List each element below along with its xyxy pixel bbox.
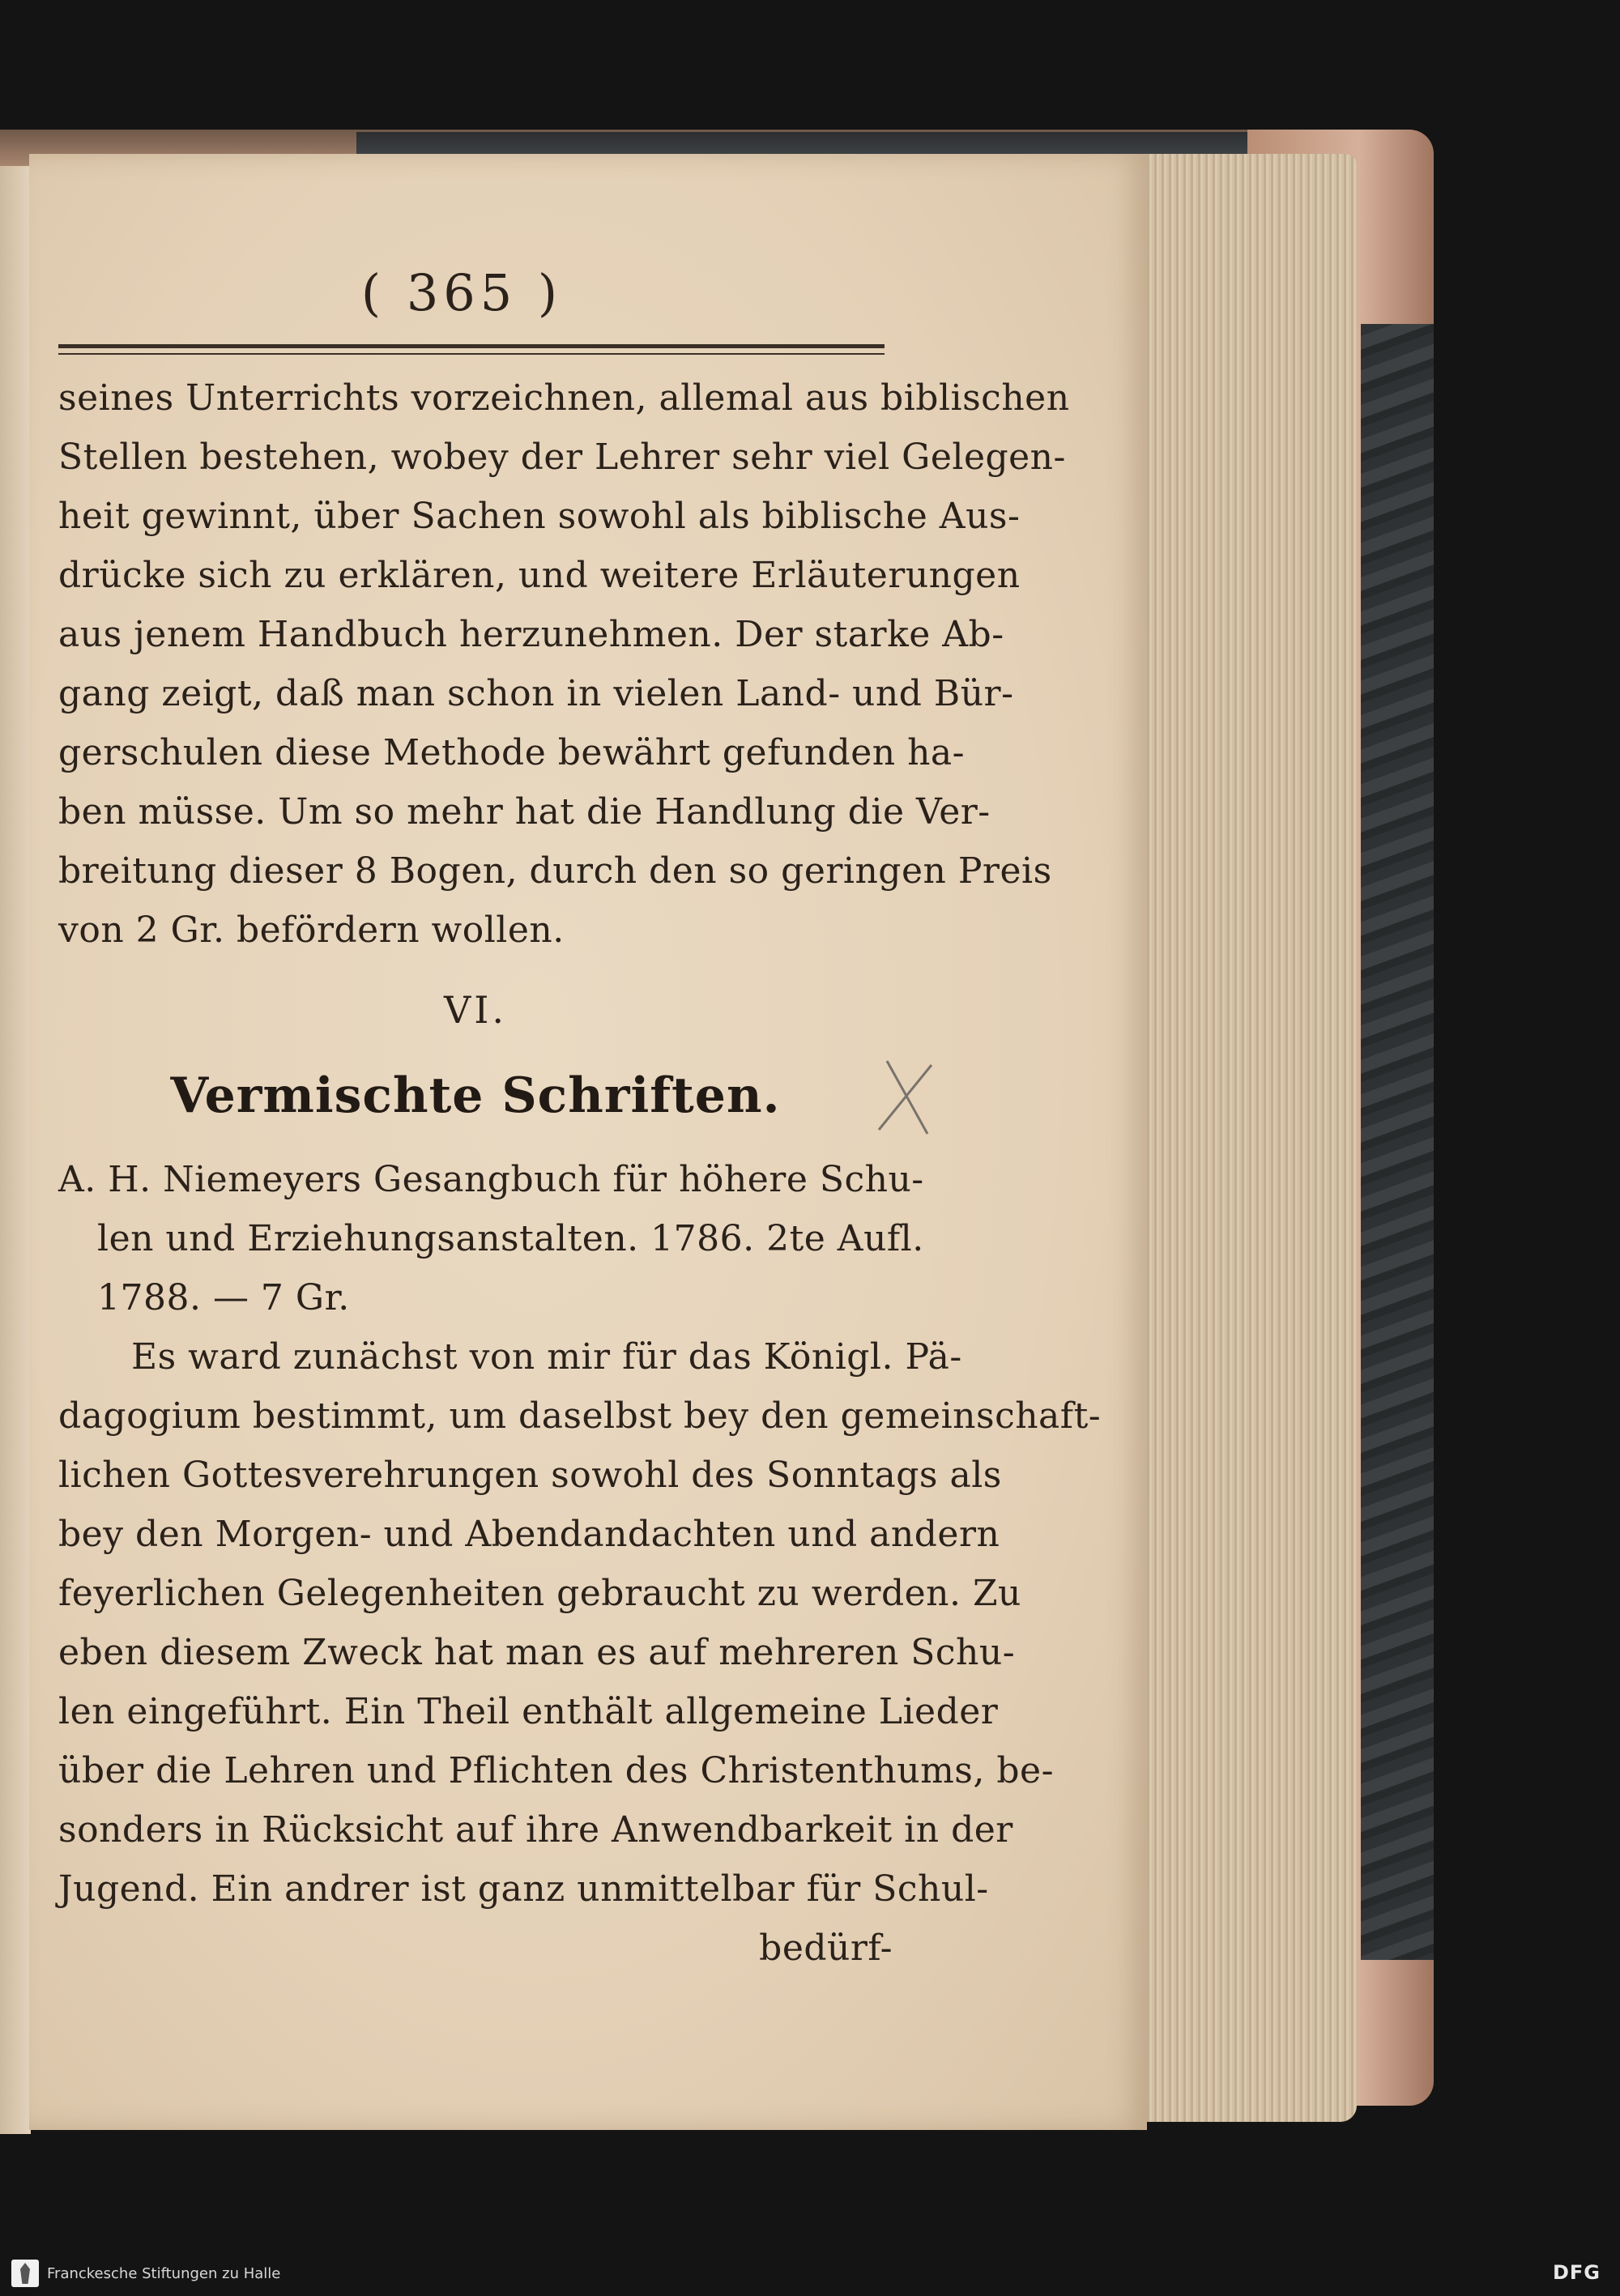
dfg-logo: DFG [1552, 2261, 1601, 2284]
text-line: lichen Gottesverehrungen sowohl des Sonntags als [58, 1455, 1002, 1496]
header-rule-thin [58, 353, 885, 355]
text-line: gang zeigt, daß man schon in vielen Land- und Bür- [58, 673, 1014, 714]
text-line: von 2 Gr. befördern wollen. [58, 909, 565, 951]
text-line: ben müsse. Um so mehr hat die Handlung die Ver- [58, 791, 991, 833]
text-line: Jugend. Ein andrer ist ganz unmittelbar für Schul- [58, 1868, 989, 1910]
entry-heading-line: 1788. — 7 Gr. [97, 1277, 350, 1318]
text-line: seines Unterrichts vorzeichnen, allemal aus biblischen [58, 377, 1070, 419]
text-line: Stellen bestehen, wobey der Lehrer sehr viel Gelegen- [58, 437, 1066, 478]
book-entry [58, 1150, 1102, 1978]
header-rule [58, 344, 885, 348]
text-line: drücke sich zu erklären, und weitere Erläuterungen [58, 555, 1021, 596]
text-line: len eingeführt. Ein Theil enthält allgemeine Lieder [58, 1691, 999, 1732]
entry-heading-line: len und Erziehungsanstalten. 1786. 2te Aufl. [97, 1218, 924, 1259]
institution-logo-icon [11, 2260, 39, 2287]
text-line: Es ward zunächst von mir für das Königl. Pä- [131, 1336, 962, 1378]
text-line: aus jenem Handbuch herzunehmen. Der starke Ab- [58, 614, 1004, 655]
paragraph-continued [58, 368, 1070, 960]
text-line: dagogium bestimmt, um daselbst bey den gemeinschaft- [58, 1395, 1102, 1437]
page-number: ( 365 ) [360, 263, 563, 322]
text-line: eben diesem Zweck hat man es auf mehreren Schu- [58, 1632, 1016, 1673]
pencil-cross-mark [871, 1053, 944, 1142]
section-title: Vermischte Schriften. [170, 1067, 781, 1124]
text-line: feyerlichen Gelegenheiten gebraucht zu werden. Zu [58, 1573, 1021, 1614]
text-line: über die Lehren und Pflichten des Christenthums, be- [58, 1750, 1054, 1791]
text-line: heit gewinnt, über Sachen sowohl als biblische Aus- [58, 496, 1021, 537]
institution-name: Franckesche Stiftungen zu Halle [47, 2265, 281, 2282]
page-fore-edge [1130, 154, 1357, 2122]
text-line: sonders in Rücksicht auf ihre Anwendbarkeit in der [58, 1809, 1013, 1851]
entry-heading-line: A. H. Niemeyers Gesangbuch für höhere Schu- [58, 1159, 924, 1200]
catchword: bedürf- [759, 1928, 893, 1969]
text-line: gerschulen diese Methode bewährt gefunden ha- [58, 732, 966, 773]
text-line: breitung dieser 8 Bogen, durch den so geringen Preis [58, 850, 1052, 892]
facing-page-edge [0, 166, 31, 2134]
marbled-cover [1361, 324, 1434, 1960]
text-line: bey den Morgen- und Abendandachten und andern [58, 1514, 1000, 1555]
section-number: VI. [443, 988, 507, 1032]
